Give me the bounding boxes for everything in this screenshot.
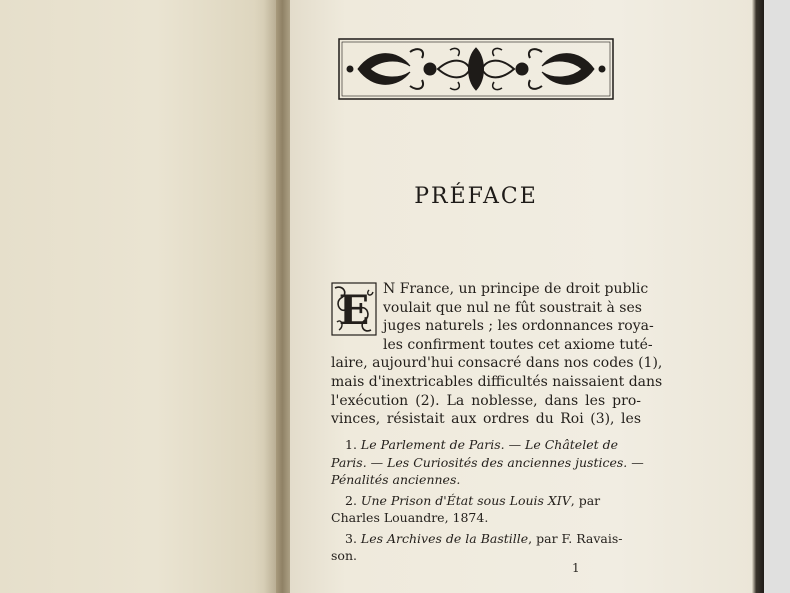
- footnote-line: Paris. — Les Curiosités des anciennes justices. —: [331, 454, 644, 470]
- left-page: [0, 0, 282, 593]
- footnote-text: Le Parlement de Paris. — Le Châtelet de: [360, 437, 618, 452]
- footnote-text: , par: [570, 492, 601, 508]
- body-line: juges naturels ; les ordonnances roya-: [383, 318, 654, 335]
- body-line: voulait que nul ne fût soustrait à ses: [383, 299, 642, 316]
- page-number: 1: [572, 561, 580, 575]
- footnote-line: son.: [331, 548, 357, 563]
- footnote-line: [331, 436, 635, 454]
- svg-text:E: E: [338, 287, 370, 334]
- footnote-1: [331, 436, 644, 489]
- body-line: vinces, résistait aux ordres du Roi (3), les: [331, 411, 641, 428]
- footnote-number: 2.: [345, 492, 357, 508]
- page-title: PRÉFACE: [414, 184, 538, 209]
- footnote-number: 1.: [345, 437, 357, 452]
- footnote-line: [331, 530, 635, 548]
- footnote-2: [331, 492, 635, 527]
- footnote-line: Charles Louandre, 1874.: [331, 510, 489, 525]
- footnote-line: [331, 492, 635, 510]
- footnotes: [331, 436, 644, 568]
- book-cover-edge: [752, 0, 764, 593]
- body-paragraph: [331, 280, 663, 429]
- body-line: mais d'inextricables difficultés naissaient dans: [331, 373, 663, 390]
- footnote-text: Une Prison d'État sous Louis XIV: [360, 492, 571, 508]
- table-surface: [764, 0, 790, 593]
- body-line: laire, aujourd'hui consacré dans nos codes (1),: [331, 355, 663, 372]
- body-line: N France, un principe de droit public: [383, 281, 649, 297]
- footnote-number: 3.: [345, 530, 357, 546]
- drop-cap-icon: [331, 282, 377, 336]
- footnote-3: [331, 530, 635, 565]
- floral-headpiece-ornament-icon: [338, 38, 614, 100]
- body-line: l'exécution (2). La noblesse, dans les pro-: [331, 392, 641, 409]
- footnote-text: Les Archives de la Bastille: [360, 530, 529, 546]
- footnote-line: Pénalités anciennes.: [331, 472, 461, 487]
- body-line: les confirment toutes cet axiome tuté-: [383, 336, 653, 353]
- footnote-text: , par F. Ravais-: [528, 530, 623, 546]
